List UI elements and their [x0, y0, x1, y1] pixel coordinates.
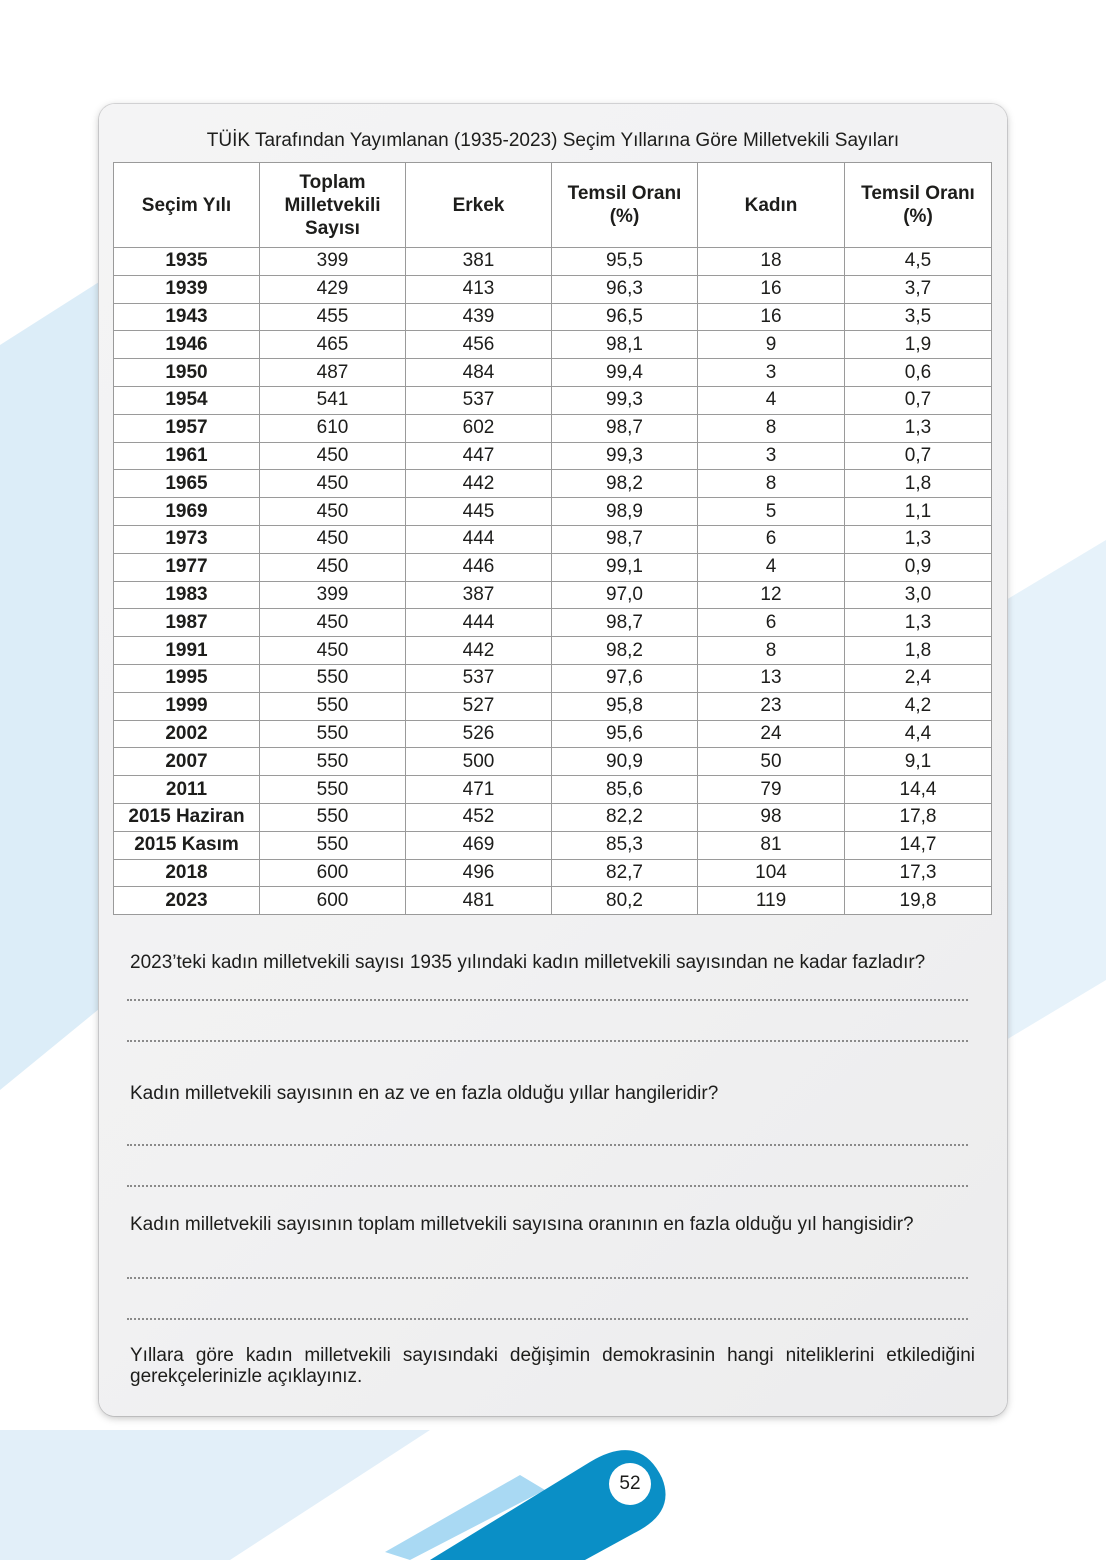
header-male: Erkek [406, 163, 552, 248]
cell-year: 1973 [114, 525, 260, 553]
cell-male: 387 [406, 581, 552, 609]
cell-year: 1957 [114, 414, 260, 442]
page-number: 52 [609, 1463, 651, 1505]
cell-total: 450 [260, 553, 406, 581]
cell-male: 444 [406, 525, 552, 553]
cell-year: 1995 [114, 664, 260, 692]
cell-female: 4 [698, 386, 845, 414]
cell-male-rate: 98,7 [552, 414, 698, 442]
cell-year: 2018 [114, 859, 260, 887]
cell-male-rate: 97,0 [552, 581, 698, 609]
background-band-right [1006, 540, 1106, 1040]
cell-female-rate: 9,1 [845, 748, 992, 776]
cell-total: 550 [260, 803, 406, 831]
cell-year: 1935 [114, 248, 260, 276]
answer-line[interactable] [127, 1185, 968, 1187]
cell-male: 381 [406, 248, 552, 276]
table-row [114, 386, 992, 414]
cell-female-rate: 0,9 [845, 553, 992, 581]
cell-total: 610 [260, 414, 406, 442]
cell-female-rate: 1,1 [845, 498, 992, 526]
cell-male-rate: 98,9 [552, 498, 698, 526]
cell-female: 3 [698, 442, 845, 470]
cell-male-rate: 95,5 [552, 248, 698, 276]
cell-male: 484 [406, 359, 552, 387]
cell-total: 600 [260, 887, 406, 915]
cell-female: 8 [698, 637, 845, 665]
cell-year: 1977 [114, 553, 260, 581]
cell-year: 2015 Kasım [114, 831, 260, 859]
cell-male-rate: 98,1 [552, 331, 698, 359]
cell-female-rate: 0,7 [845, 386, 992, 414]
cell-male: 537 [406, 386, 552, 414]
cell-year: 1987 [114, 609, 260, 637]
cell-male: 481 [406, 887, 552, 915]
cell-total: 550 [260, 831, 406, 859]
cell-year: 1943 [114, 303, 260, 331]
cell-female: 16 [698, 275, 845, 303]
table-row [114, 331, 992, 359]
cell-male-rate: 95,8 [552, 692, 698, 720]
cell-year: 1961 [114, 442, 260, 470]
cell-female-rate: 3,0 [845, 581, 992, 609]
cell-year: 1969 [114, 498, 260, 526]
cell-year: 2015 Haziran [114, 803, 260, 831]
content-card [99, 104, 1007, 1416]
cell-year: 1965 [114, 470, 260, 498]
header-male-rate: Temsil Oranı (%) [552, 163, 698, 248]
cell-female: 6 [698, 609, 845, 637]
cell-male: 471 [406, 776, 552, 804]
header-total-deputies: Toplam Milletvekili Sayısı [260, 163, 406, 248]
table-header-row [114, 163, 992, 248]
cell-female-rate: 14,7 [845, 831, 992, 859]
cell-female: 16 [698, 303, 845, 331]
cell-year: 1950 [114, 359, 260, 387]
table-row [114, 720, 992, 748]
table-row [114, 581, 992, 609]
cell-male-rate: 98,2 [552, 637, 698, 665]
cell-total: 450 [260, 609, 406, 637]
cell-male: 439 [406, 303, 552, 331]
cell-male-rate: 99,4 [552, 359, 698, 387]
cell-female-rate: 17,3 [845, 859, 992, 887]
cell-male-rate: 80,2 [552, 887, 698, 915]
question-2: Kadın milletvekili sayısının en az ve en fazla olduğu yıllar hangileridir? [130, 1083, 719, 1104]
cell-total: 465 [260, 331, 406, 359]
cell-female-rate: 0,6 [845, 359, 992, 387]
cell-female-rate: 17,8 [845, 803, 992, 831]
table-body [114, 248, 992, 915]
cell-year: 1939 [114, 275, 260, 303]
cell-total: 550 [260, 692, 406, 720]
cell-male-rate: 99,3 [552, 442, 698, 470]
table-row [114, 776, 992, 804]
answer-line[interactable] [127, 1318, 968, 1320]
cell-total: 455 [260, 303, 406, 331]
cell-male: 469 [406, 831, 552, 859]
cell-male: 413 [406, 275, 552, 303]
table-row [114, 525, 992, 553]
cell-female-rate: 14,4 [845, 776, 992, 804]
cell-year: 1999 [114, 692, 260, 720]
table-row [114, 609, 992, 637]
cell-male: 445 [406, 498, 552, 526]
question-3: Kadın milletvekili sayısının toplam milletvekili sayısına oranının en fazla olduğu yıl hangisidir? [130, 1214, 914, 1235]
cell-male: 442 [406, 637, 552, 665]
cell-total: 399 [260, 248, 406, 276]
answer-line[interactable] [127, 1277, 968, 1279]
cell-male: 537 [406, 664, 552, 692]
cell-male: 446 [406, 553, 552, 581]
table-title: TÜİK Tarafından Yayımlanan (1935-2023) Seçim Yıllarına Göre Milletvekili Sayıları [206, 130, 900, 151]
cell-male: 452 [406, 803, 552, 831]
table-row [114, 303, 992, 331]
header-election-year: Seçim Yılı [114, 163, 260, 248]
cell-male-rate: 82,2 [552, 803, 698, 831]
table-row [114, 470, 992, 498]
cell-female: 23 [698, 692, 845, 720]
cell-total: 550 [260, 720, 406, 748]
header-female-rate: Temsil Oranı (%) [845, 163, 992, 248]
table-row [114, 498, 992, 526]
cell-female-rate: 4,5 [845, 248, 992, 276]
cell-year: 2011 [114, 776, 260, 804]
cell-male-rate: 97,6 [552, 664, 698, 692]
question-4: Yıllara göre kadın milletvekili sayısındaki değişimin demokrasinin hangi niteliklerini etkilediğini gerekçelerinizle açıklayınız. [130, 1345, 975, 1387]
table-row [114, 637, 992, 665]
cell-female: 5 [698, 498, 845, 526]
deputies-table [113, 162, 992, 915]
cell-total: 550 [260, 776, 406, 804]
cell-total: 399 [260, 581, 406, 609]
cell-female: 24 [698, 720, 845, 748]
question-1: 2023’teki kadın milletvekili sayısı 1935 yılındaki kadın milletvekili sayısından ne kadar fazladır? [130, 952, 926, 973]
cell-year: 1946 [114, 331, 260, 359]
cell-female-rate: 3,5 [845, 303, 992, 331]
cell-female-rate: 0,7 [845, 442, 992, 470]
cell-year: 1954 [114, 386, 260, 414]
cell-year: 1991 [114, 637, 260, 665]
answer-line[interactable] [127, 1144, 968, 1146]
cell-male-rate: 85,6 [552, 776, 698, 804]
cell-male-rate: 99,1 [552, 553, 698, 581]
cell-female-rate: 1,8 [845, 637, 992, 665]
cell-male: 526 [406, 720, 552, 748]
cell-total: 487 [260, 359, 406, 387]
cell-male-rate: 98,2 [552, 470, 698, 498]
cell-female: 6 [698, 525, 845, 553]
cell-year: 2007 [114, 748, 260, 776]
cell-year: 1983 [114, 581, 260, 609]
cell-female: 13 [698, 664, 845, 692]
cell-male: 602 [406, 414, 552, 442]
cell-female-rate: 2,4 [845, 664, 992, 692]
cell-male-rate: 98,7 [552, 609, 698, 637]
cell-male-rate: 85,3 [552, 831, 698, 859]
cell-female-rate: 19,8 [845, 887, 992, 915]
cell-female-rate: 1,3 [845, 609, 992, 637]
cell-female: 104 [698, 859, 845, 887]
cell-male: 444 [406, 609, 552, 637]
cell-male-rate: 96,5 [552, 303, 698, 331]
cell-total: 450 [260, 442, 406, 470]
cell-female: 18 [698, 248, 845, 276]
cell-male-rate: 96,3 [552, 275, 698, 303]
cell-total: 429 [260, 275, 406, 303]
cell-male: 456 [406, 331, 552, 359]
cell-female-rate: 4,4 [845, 720, 992, 748]
cell-total: 600 [260, 859, 406, 887]
cell-female-rate: 1,3 [845, 525, 992, 553]
cell-total: 450 [260, 498, 406, 526]
table-row [114, 414, 992, 442]
table-row [114, 359, 992, 387]
cell-female: 8 [698, 414, 845, 442]
background-band-left [0, 275, 110, 1090]
answer-line[interactable] [127, 999, 968, 1001]
cell-year: 2023 [114, 887, 260, 915]
cell-male-rate: 90,9 [552, 748, 698, 776]
cell-female: 8 [698, 470, 845, 498]
cell-total: 550 [260, 664, 406, 692]
header-female: Kadın [698, 163, 845, 248]
table-row [114, 887, 992, 915]
cell-female-rate: 1,8 [845, 470, 992, 498]
cell-female: 119 [698, 887, 845, 915]
cell-female: 50 [698, 748, 845, 776]
cell-female: 3 [698, 359, 845, 387]
table-row [114, 664, 992, 692]
cell-male: 500 [406, 748, 552, 776]
cell-female: 12 [698, 581, 845, 609]
cell-female-rate: 4,2 [845, 692, 992, 720]
cell-male: 496 [406, 859, 552, 887]
cell-total: 541 [260, 386, 406, 414]
cell-total: 450 [260, 637, 406, 665]
table-row [114, 275, 992, 303]
answer-line[interactable] [127, 1040, 968, 1042]
cell-female: 81 [698, 831, 845, 859]
table-row [114, 831, 992, 859]
cell-female: 4 [698, 553, 845, 581]
cell-male-rate: 95,6 [552, 720, 698, 748]
cell-male: 527 [406, 692, 552, 720]
cell-total: 450 [260, 470, 406, 498]
table-row [114, 553, 992, 581]
cell-female-rate: 1,3 [845, 414, 992, 442]
cell-female: 79 [698, 776, 845, 804]
cell-male: 447 [406, 442, 552, 470]
cell-female: 9 [698, 331, 845, 359]
cell-total: 450 [260, 525, 406, 553]
table-row [114, 748, 992, 776]
background-band-bottom [0, 1430, 430, 1560]
cell-female-rate: 3,7 [845, 275, 992, 303]
cell-year: 2002 [114, 720, 260, 748]
table-row [114, 803, 992, 831]
cell-male-rate: 82,7 [552, 859, 698, 887]
cell-male-rate: 98,7 [552, 525, 698, 553]
table-row [114, 692, 992, 720]
table-row [114, 442, 992, 470]
cell-male-rate: 99,3 [552, 386, 698, 414]
table-row [114, 859, 992, 887]
table-row [114, 248, 992, 276]
cell-female: 98 [698, 803, 845, 831]
cell-total: 550 [260, 748, 406, 776]
cell-female-rate: 1,9 [845, 331, 992, 359]
cell-male: 442 [406, 470, 552, 498]
